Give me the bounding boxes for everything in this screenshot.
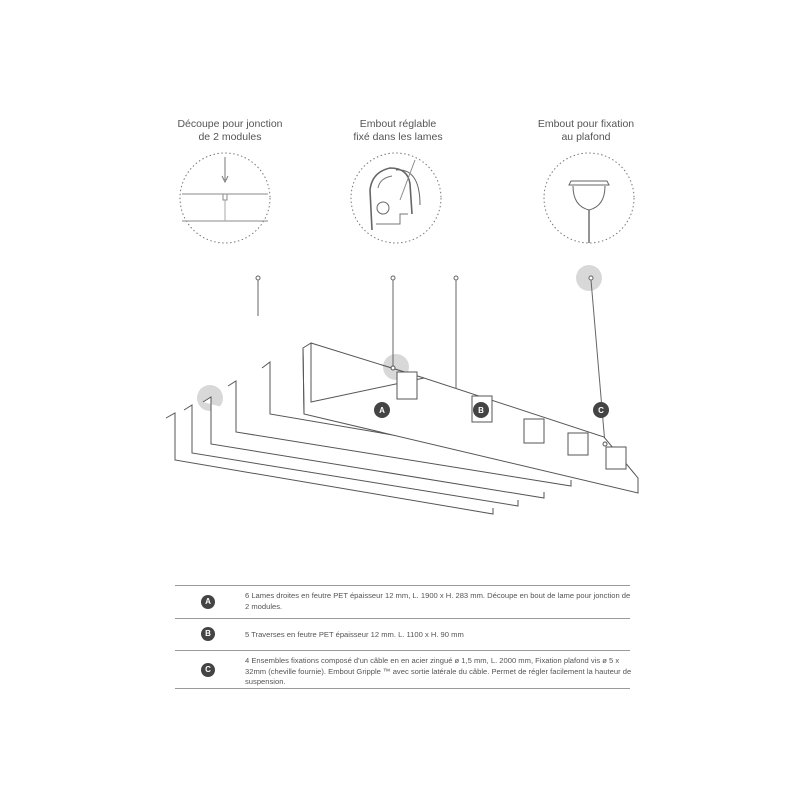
marker-a xyxy=(374,402,390,418)
legend-rule-bottom xyxy=(175,688,630,689)
callout-ceiling-end-line2: au plafond xyxy=(561,131,611,143)
legend-rule-2 xyxy=(175,650,630,651)
legend-rule-top xyxy=(175,585,630,586)
marker-b-label: B xyxy=(478,406,484,415)
callout-adjustable-end-line2: fixé dans les lames xyxy=(353,131,443,143)
detail-junction-circle xyxy=(180,153,270,243)
legend-rule-1 xyxy=(175,618,630,619)
callout-adjustable-end-line1: Embout réglable xyxy=(359,118,437,130)
legend-text-a: 6 Lames droites en feutre PET épaisseur 12 mm, L. 1900 x H. 283 mm. Découpe en bout de lame pour jonction de 2 modules. xyxy=(245,591,631,611)
marker-c xyxy=(593,402,609,418)
marker-a-label: A xyxy=(379,406,385,415)
crossbar-4 xyxy=(568,433,588,455)
crossbar-1 xyxy=(397,372,417,399)
detail-ceiling-end-circle xyxy=(544,153,634,243)
crossbar-5 xyxy=(606,447,626,469)
legend-text-c: 4 Ensembles fixations composé d'un câble en en acier zingué ø 1,5 mm, L. 2000 mm, Fixation plafond vis ø 5 x 32mm (cheville fournie). Embout Gripple ™ avec sortie latérale du câble. Permet de régler facilement la hauteur de suspension. xyxy=(245,656,632,686)
callout-ceiling-end-line1: Embout pour fixation xyxy=(537,118,635,130)
crossbar-3 xyxy=(524,419,544,443)
legend-text-b: 5 Traverses en feutre PET épaisseur 12 mm. L. 1100 x H. 90 mm xyxy=(245,630,464,639)
marker-c-label: C xyxy=(598,406,604,415)
legend-badge-b: B xyxy=(201,627,215,641)
callout-junction-line1: Découpe pour jonction xyxy=(177,118,283,130)
marker-b xyxy=(473,402,489,418)
callout-junction-line2: de 2 modules xyxy=(198,131,262,143)
detail-adjustable-end-circle xyxy=(351,153,441,243)
legend-badge-a: A xyxy=(201,595,215,609)
legend-badge-c: C xyxy=(201,663,215,677)
